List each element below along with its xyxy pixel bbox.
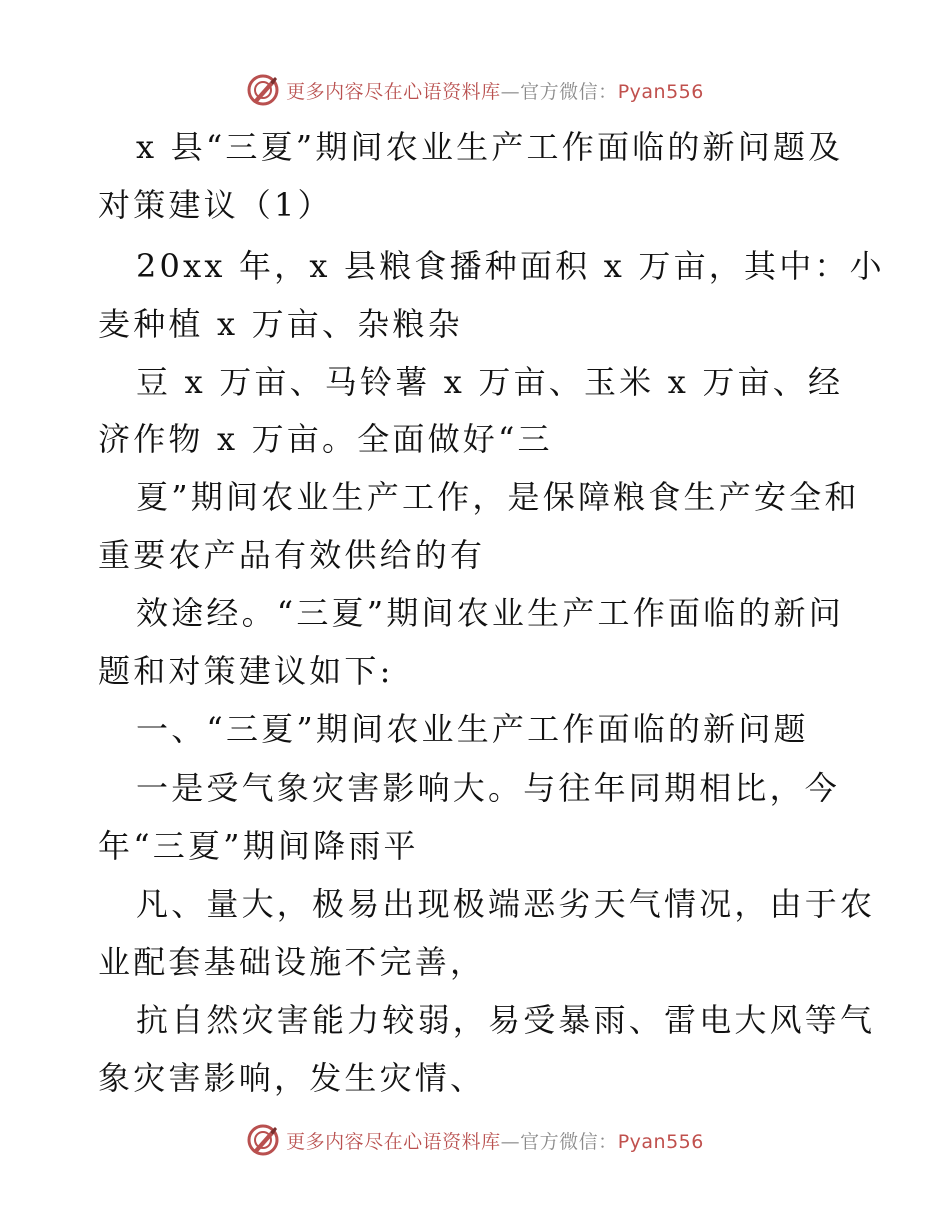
footer-banner-wechat-id: Pyan556 bbox=[617, 1130, 704, 1153]
doc-line: 一是受气象灾害影响大。与往年同期相比，今 bbox=[136, 769, 841, 807]
doc-line: x 县“三夏”期间农业生产工作面临的新问题及 bbox=[136, 128, 844, 166]
header-banner-wechat-id: Pyan556 bbox=[617, 80, 704, 103]
footer-banner-dash: — bbox=[500, 1130, 521, 1153]
doc-line: 对策建议（1） bbox=[98, 186, 333, 224]
pen-circle-logo-icon bbox=[246, 73, 280, 107]
doc-line: 豆 x 万亩、马铃薯 x 万亩、玉米 x 万亩、经 bbox=[136, 363, 844, 401]
doc-line: 效途经。“三夏”期间农业生产工作面临的新问 bbox=[136, 594, 844, 632]
doc-line: 夏”期间农业生产工作，是保障粮食生产安全和 bbox=[136, 478, 860, 516]
footer-banner bbox=[0, 1120, 950, 1160]
header-banner-text bbox=[286, 77, 704, 104]
header-banner-wechat-label: 官方微信： bbox=[520, 80, 618, 103]
footer-banner-title: 更多内容尽在心语资料库 bbox=[286, 1130, 501, 1153]
doc-line: 一、“三夏”期间农业生产工作面临的新问题 bbox=[136, 710, 809, 748]
doc-line: 题和对策建议如下: bbox=[98, 652, 394, 690]
doc-line: 抗自然灾害能力较弱，易受暴雨、雷电大风等气 bbox=[136, 1001, 876, 1039]
pen-circle-logo-icon bbox=[246, 1123, 280, 1157]
footer-banner-text bbox=[286, 1127, 704, 1154]
doc-line: 麦种植 x 万亩、杂粮杂 bbox=[98, 305, 463, 343]
footer-banner-wechat-label: 官方微信： bbox=[520, 1130, 618, 1153]
doc-line: 凡、量大，极易出现极端恶劣天气情况，由于农 bbox=[136, 885, 876, 923]
doc-line: 象灾害影响，发生灾情、 bbox=[98, 1059, 486, 1097]
doc-line: 业配套基础设施不完善， bbox=[98, 943, 486, 981]
header-banner-dash: — bbox=[500, 80, 521, 103]
doc-line: 重要农产品有效供给的有 bbox=[98, 536, 486, 574]
header-banner-title: 更多内容尽在心语资料库 bbox=[286, 80, 501, 103]
header-banner bbox=[0, 70, 950, 110]
doc-line: 20xx 年，x 县粮食播种面积 x 万亩，其中：小 bbox=[136, 247, 885, 285]
doc-line: 年“三夏”期间降雨平 bbox=[98, 827, 419, 865]
doc-line: 济作物 x 万亩。全面做好“三 bbox=[98, 420, 553, 458]
